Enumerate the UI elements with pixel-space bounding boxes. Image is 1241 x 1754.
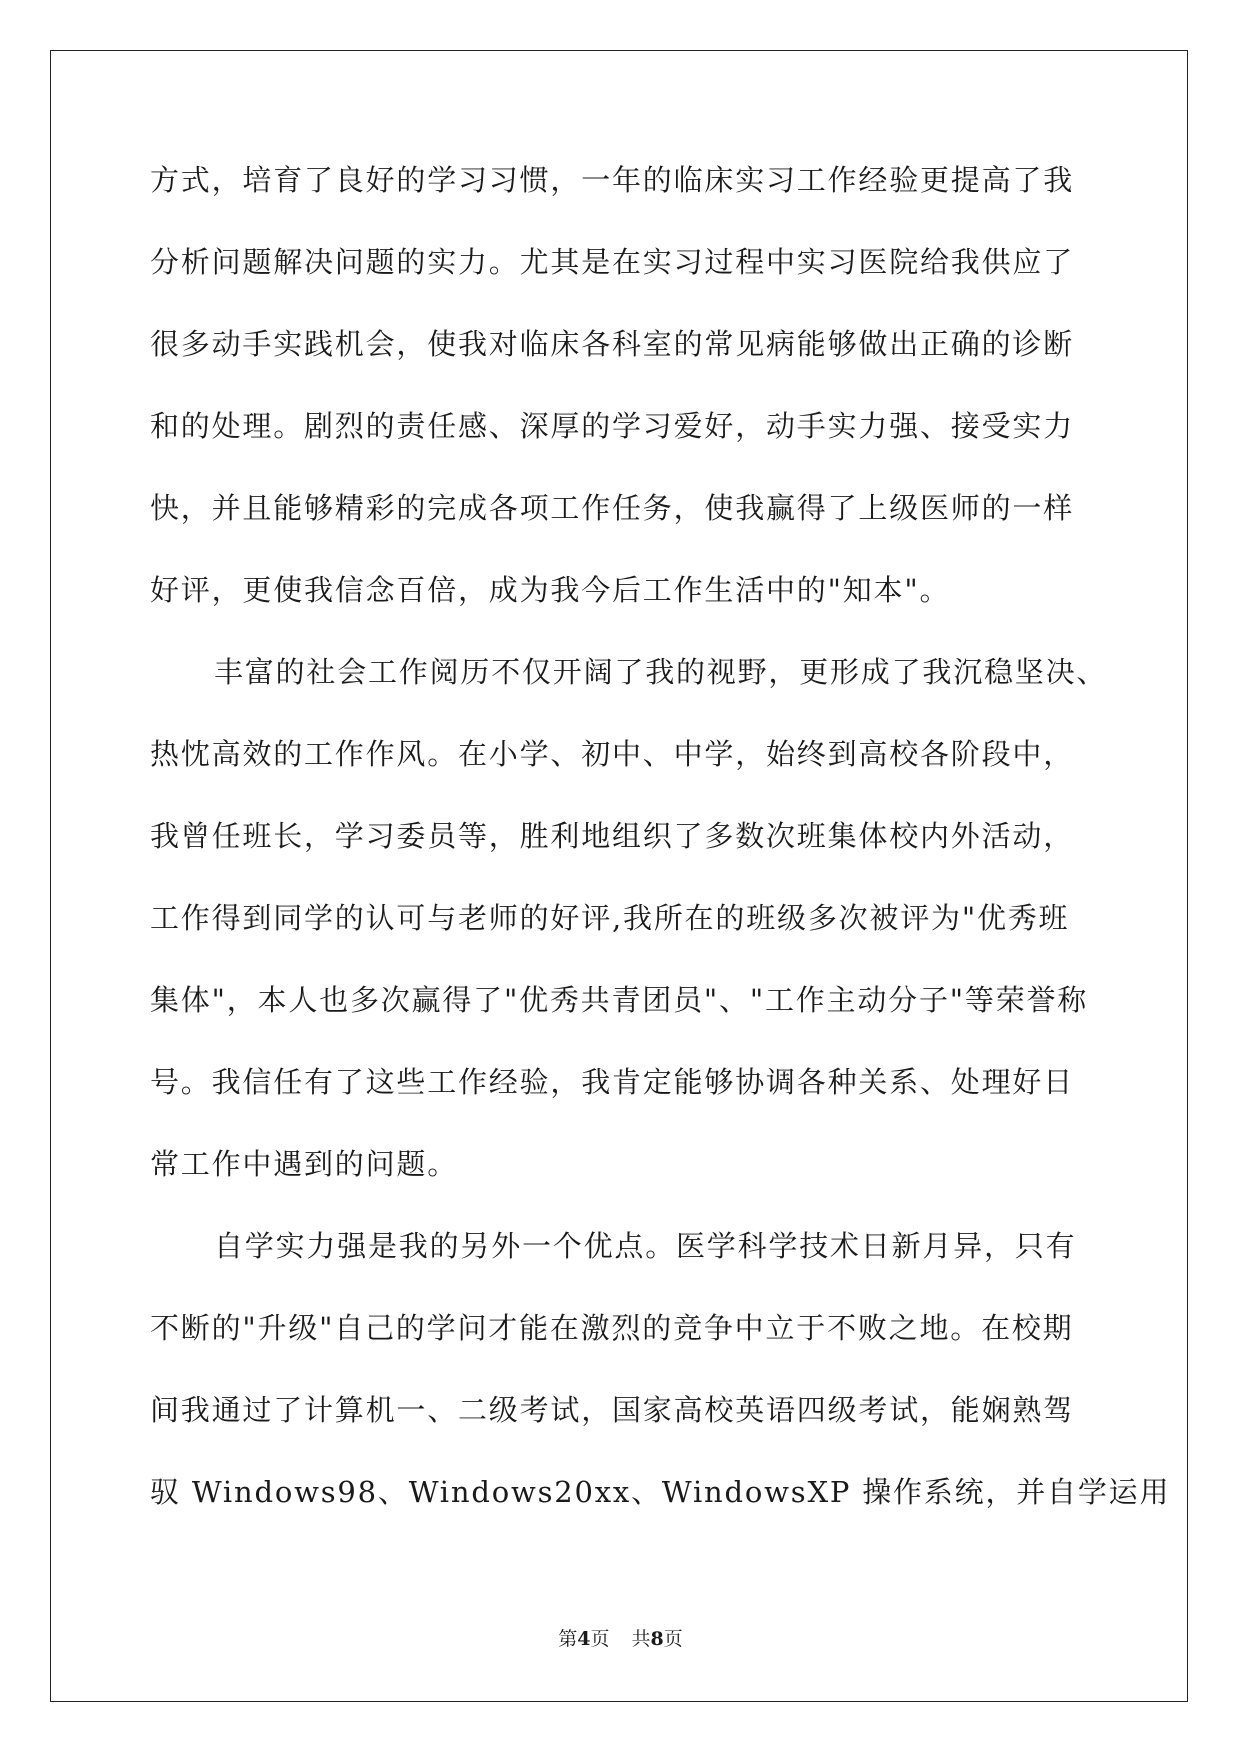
total-page-number: 8: [650, 1628, 664, 1650]
page-suffix: 页: [590, 1628, 610, 1650]
text-line: 间我通过了计算机一、二级考试，国家高校英语四级考试，能娴熟驾: [150, 1393, 1075, 1427]
text-line: 和的处理。剧烈的责任感、深厚的学习爱好，动手实力强、接受实力: [150, 409, 1075, 443]
total-prefix: 共: [631, 1628, 651, 1650]
text-line: 方式，培育了良好的学习习惯，一年的临床实习工作经验更提高了我: [150, 163, 1075, 197]
total-suffix: 页: [663, 1628, 683, 1650]
document-body: [150, 160, 1171, 1554]
text-line: 好评，更使我信念百倍，成为我今后工作生活中的"知本"。: [150, 573, 951, 607]
text-line: 很多动手实践机会，使我对临床各科室的常见病能够做出正确的诊断: [150, 327, 1075, 361]
text-line: 驭 Windows98、Windows20xx、WindowsXP 操作系统，并自学运用: [150, 1475, 1171, 1509]
paragraph-start-line: 自学实力强是我的另外一个优点。医学科学技术日新月异，只有: [214, 1229, 1077, 1263]
text-line: 常工作中遇到的问题。: [150, 1147, 459, 1181]
paragraph-start-line: 丰富的社会工作阅历不仅开阔了我的视野，更形成了我沉稳坚决、: [214, 655, 1108, 689]
text-line: 我曾任班长，学习委员等，胜利地组织了多数次班集体校内外活动，: [150, 819, 1075, 853]
text-line: 号。我信任有了这些工作经验，我肯定能够协调各种关系、处理好日: [150, 1065, 1075, 1099]
text-line: 工作得到同学的认可与老师的好评,我所在的班级多次被评为"优秀班: [150, 901, 1070, 935]
text-line: 不断的"升级"自己的学问才能在激烈的竞争中立于不败之地。在校期: [150, 1311, 1074, 1345]
page-prefix: 第: [558, 1628, 578, 1650]
text-line: 热忱高效的工作作风。在小学、初中、中学，始终到高校各阶段中，: [150, 737, 1075, 771]
current-page-number: 4: [577, 1628, 591, 1650]
text-line: 集体"，本人也多次赢得了"优秀共青团员"、"工作主动分子"等荣誉称: [150, 983, 1089, 1017]
text-line: 快，并且能够精彩的完成各项工作任务，使我赢得了上级医师的一样: [150, 491, 1075, 525]
text-line: 分析问题解决问题的实力。尤其是在实习过程中实习医院给我供应了: [150, 245, 1075, 279]
page-footer: [0, 1627, 1241, 1651]
